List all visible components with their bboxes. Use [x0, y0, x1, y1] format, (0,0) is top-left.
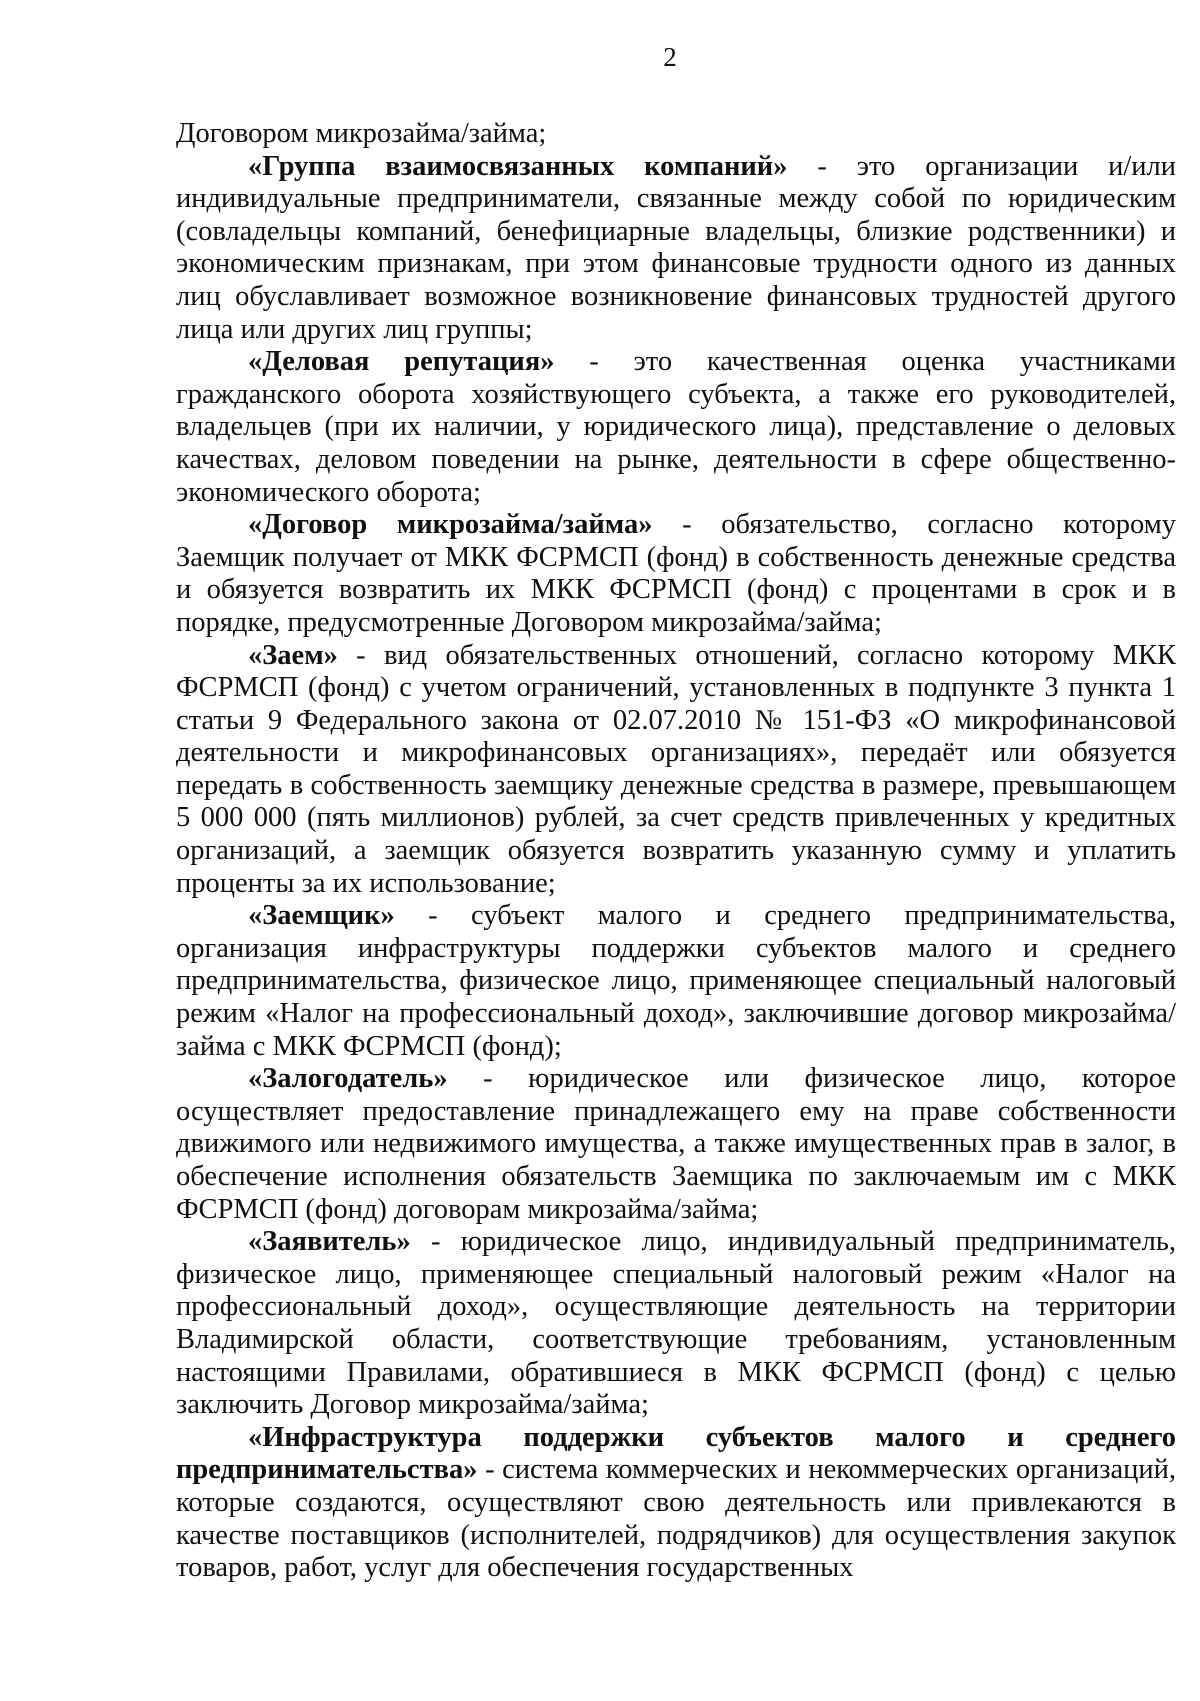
definition-loan: [176, 640, 1176, 901]
definition-borrower: [176, 900, 1176, 1063]
definition-business-reputation: [176, 346, 1176, 509]
intro-line: Договором микрозайма/займа;: [176, 118, 547, 149]
definition-text: - субъект малого и среднего предпринимательства, организация инфраструктуры поддержки субъектов малого и среднего предпринимательства, физическое лицо, применяющее специальный налоговый режим «Налог на профессиональный доход», заключившие договор микрозайма/займа с МКК ФСРМСП (фонд);: [176, 900, 1176, 1062]
definition-text: - это организации и/или индивидуальные предприниматели, связанные между собой по юридическим (совладельцы компаний, бенефициарные владельцы, близкие родственники) и экономическим признакам, при этом финансовые трудности одного из данных лиц обуславливает возможное возникновение финансовых трудностей другого лица или других лиц группы;: [176, 150, 1176, 345]
definition-text: - это качественная оценка участниками гражданского оборота хозяйствующего субъекта, а также его руководителей, владельцев (при их наличии, у юридического лица), представление о деловых качествах, деловом поведении на рынке, деятельности в сфере общественно-экономического оборота;: [176, 346, 1176, 508]
definition-term: «Заемщик»: [248, 900, 395, 932]
definition-applicant: [176, 1226, 1176, 1422]
definition-loan-agreement: [176, 509, 1176, 639]
definition-text: - вид обязательственных отношений, согласно которому МКК ФСРМСП (фонд) с учетом ограничений, установленных в подпункте 3 пункта 1 статьи 9 Федерального закона от 02.07.2010 № 151-ФЗ «О микрофинансовой деятельности и микрофинансовых организациях», передаёт или обязуется передать в собственность заемщику денежные средства в размере, превышающем 5 000 000 (пять миллионов) рублей, за счет средств привлеченных у кредитных организаций, а заемщик обязуется возвратить указанную сумму и уплатить проценты за их использование;: [176, 639, 1176, 899]
definition-term: «Инфраструктура поддержки субъектов малого и среднего предпринимательства»: [176, 1421, 1176, 1486]
definition-text: - юридическое или физическое лицо, которое осуществляет предоставление принадлежащего ему на праве собственности движимого или недвижимого имущества, а также имущественных прав в залог, в обеспечение исполнения обязательств Заемщика по заключаемым им с МКК ФСРМСП (фонд) договорам микрозайма/займа;: [176, 1063, 1176, 1225]
definition-term: «Договор микрозайма/займа»: [248, 509, 653, 541]
definition-term: «Заем»: [248, 639, 338, 671]
definition-pledgor: [176, 1063, 1176, 1226]
definition-text: - система коммерческих и некоммерческих организаций, которые создаются, осуществляют свою деятельность или привлекаются в качестве поставщиков (исполнителей, подрядчиков) для осуществления закупок товаров, работ, услуг для обеспечения государственных: [176, 1454, 1176, 1584]
definition-text: - обязательство, согласно которому Заемщик получает от МКК ФСРМСП (фонд) в собственность денежные средства и обязуется возвратить их МКК ФСРМСП (фонд) с процентами в срок и в порядке, предусмотренные Договором микрозайма/займа;: [176, 509, 1176, 638]
definition-term: «Деловая репутация»: [248, 346, 555, 378]
definition-support-infrastructure: [176, 1422, 1176, 1585]
page-number: 2: [663, 42, 677, 72]
definition-term: «Группа взаимосвязанных компаний»: [248, 150, 788, 182]
document-body: [176, 118, 1176, 1585]
definition-text: - юридическое лицо, индивидуальный предприниматель, физическое лицо, применяющее специальный налоговый режим «Налог на профессиональный доход», осуществляющие деятельность на территории Владимирской области, соответствующие требованиям, установленным настоящими Правилами, обратившиеся в МКК ФСРМСП (фонд) с целью заключить Договор микрозайма/займа;: [176, 1226, 1176, 1421]
definition-term: «Залогодатель»: [248, 1063, 448, 1095]
definition-term: «Заявитель»: [248, 1226, 411, 1258]
definition-group-companies: [176, 151, 1176, 347]
